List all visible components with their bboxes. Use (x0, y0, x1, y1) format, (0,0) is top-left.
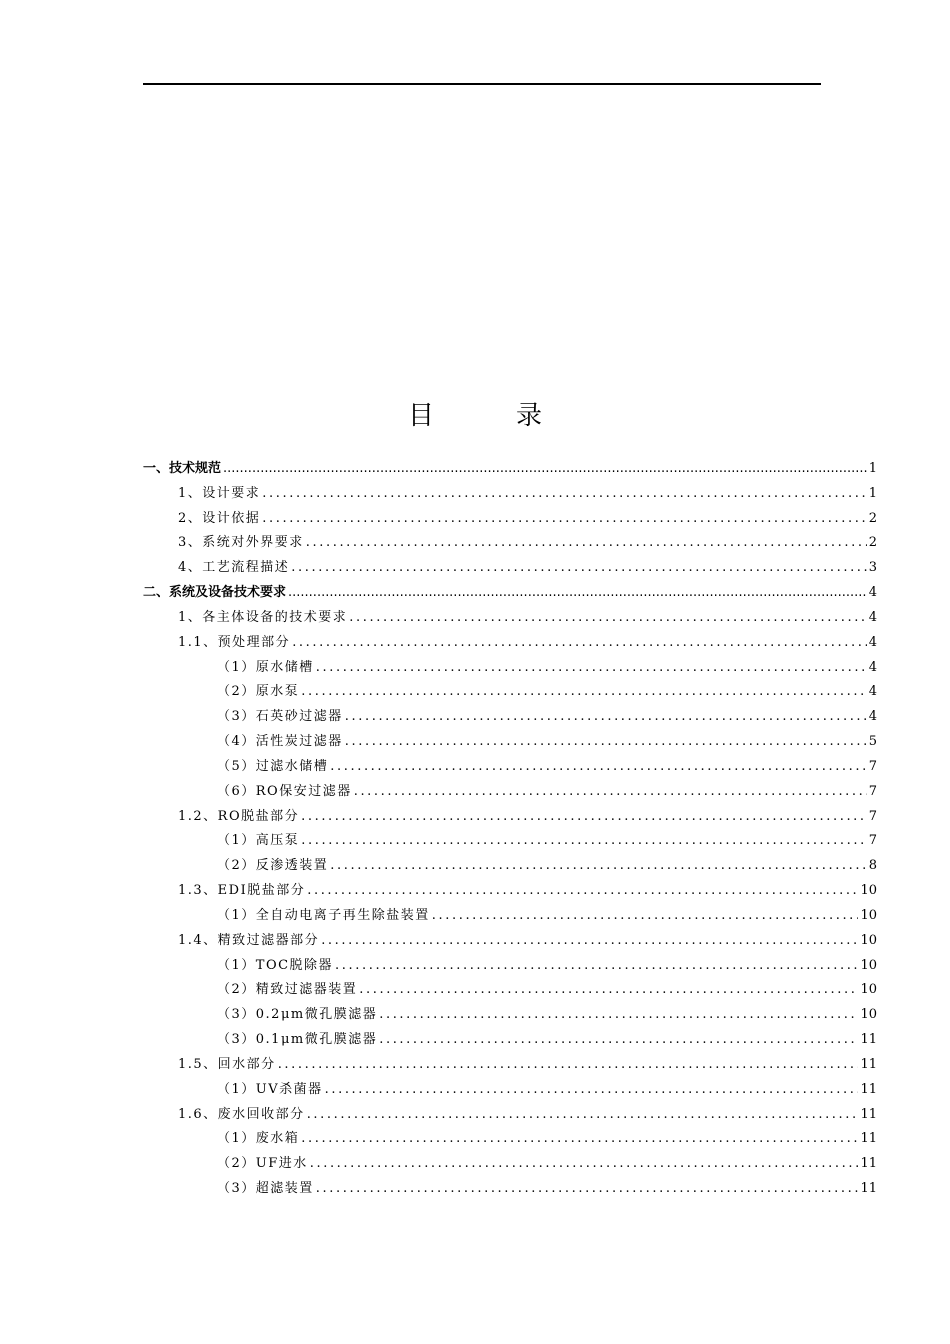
toc-entry[interactable] (143, 929, 877, 954)
toc-dot-leader (316, 1177, 859, 1202)
toc-dot-leader (306, 531, 867, 556)
toc-dot-leader (301, 829, 866, 854)
toc-entry-label: （1）废水箱 (217, 1131, 300, 1147)
toc-dot-leader (345, 705, 867, 730)
toc-entry-label: 1、设计要求 (178, 485, 261, 501)
toc-entry-label: 1.3、EDI脱盐部分 (178, 883, 306, 899)
toc-entry[interactable] (143, 1103, 877, 1128)
toc-dot-leader (291, 556, 866, 581)
toc-entry-label: 1.1、预处理部分 (178, 634, 291, 650)
toc-entry[interactable] (143, 1177, 877, 1202)
toc-entry-page: 4 (868, 659, 877, 675)
toc-entry-page: 11 (860, 1181, 877, 1197)
toc-entry[interactable] (143, 656, 877, 681)
toc-title-char-1: 目 (407, 401, 434, 431)
table-of-contents (143, 457, 877, 1202)
toc-entry[interactable] (143, 1127, 877, 1152)
toc-entry[interactable] (143, 730, 877, 755)
toc-entry[interactable] (143, 482, 877, 507)
toc-entry-label: （6）RO保安过滤器 (217, 783, 352, 799)
toc-entry-label: （2）反渗透装置 (217, 858, 329, 874)
toc-entry[interactable] (143, 1028, 877, 1053)
toc-entry[interactable] (143, 556, 877, 581)
toc-entry-page: 3 (868, 560, 877, 576)
toc-dot-leader (292, 631, 867, 656)
toc-entry-page: 7 (868, 808, 877, 824)
toc-entry-page: 2 (868, 510, 877, 526)
toc-entry[interactable] (143, 978, 877, 1003)
toc-entry[interactable] (143, 680, 877, 705)
toc-entry-label: （1）全自动电离子再生除盐装置 (217, 907, 430, 923)
toc-entry-page: 8 (868, 858, 877, 874)
toc-dot-leader (262, 482, 866, 507)
toc-entry-label: （1）高压泵 (217, 833, 300, 849)
toc-entry-label: 2、设计依据 (178, 510, 261, 526)
toc-entry-page: 4 (868, 585, 877, 601)
toc-entry[interactable] (143, 631, 877, 656)
toc-dot-leader (330, 854, 866, 879)
toc-entry[interactable] (143, 1053, 877, 1078)
toc-dot-leader (325, 1078, 859, 1103)
toc-entry-page: 5 (868, 734, 877, 750)
toc-entry-page: 11 (860, 1032, 877, 1048)
toc-dot-leader (301, 680, 866, 705)
toc-entry-label: 1、各主体设备的技术要求 (178, 609, 348, 625)
toc-entry[interactable] (143, 581, 877, 606)
toc-entry-page: 11 (860, 1056, 877, 1072)
toc-entry-page: 10 (860, 907, 877, 923)
toc-entry-page: 4 (868, 609, 877, 625)
toc-dot-leader (307, 879, 858, 904)
toc-title (0, 398, 950, 434)
toc-entry-label: （1）原水储槽 (217, 659, 314, 675)
toc-entry-label: （1）TOC脱除器 (217, 957, 334, 973)
toc-entry-page: 10 (860, 932, 877, 948)
toc-entry-page: 11 (860, 1081, 877, 1097)
toc-entry-label: （3）超滤装置 (217, 1181, 314, 1197)
toc-entry-page: 11 (860, 1131, 877, 1147)
toc-dot-leader (432, 904, 859, 929)
toc-entry[interactable] (143, 705, 877, 730)
toc-entry-page: 11 (860, 1156, 877, 1172)
toc-entry-page: 4 (868, 684, 877, 700)
toc-entry[interactable] (143, 879, 877, 904)
toc-entry[interactable] (143, 606, 877, 631)
toc-dot-leader (316, 656, 867, 681)
toc-dot-leader (335, 954, 858, 979)
toc-entry-label: （3）石英砂过滤器 (217, 709, 343, 725)
toc-entry-label: （3）0.2μm微孔膜滤器 (217, 1007, 378, 1023)
toc-entry-label: 3、系统对外界要求 (178, 535, 304, 551)
toc-dot-leader (359, 978, 858, 1003)
toc-entry-label: 二、系统及设备技术要求 (143, 585, 287, 601)
toc-entry-label: 一、技术规范 (143, 461, 222, 476)
toc-dot-leader (278, 1053, 859, 1078)
toc-dot-leader (379, 1003, 858, 1028)
toc-entry-page: 10 (860, 957, 877, 973)
toc-entry[interactable] (143, 904, 877, 929)
toc-dot-leader (307, 1103, 859, 1128)
toc-dot-leader (310, 1152, 859, 1177)
toc-entry[interactable] (143, 1078, 877, 1103)
toc-entry-page: 10 (860, 883, 877, 899)
toc-entry-page: 2 (868, 535, 877, 551)
toc-entry-page: 1 (868, 485, 877, 501)
toc-dot-leader (262, 507, 866, 532)
toc-dot-leader (321, 929, 858, 954)
toc-entry-label: （2）原水泵 (217, 684, 300, 700)
toc-dot-leader (345, 730, 867, 755)
toc-dot-leader (379, 1028, 858, 1053)
toc-entry-page: 7 (868, 758, 877, 774)
toc-entry-page: 4 (868, 634, 877, 650)
toc-entry[interactable] (143, 755, 877, 780)
toc-entry-label: 1.5、回水部分 (178, 1056, 276, 1072)
toc-entry-page: 7 (868, 833, 877, 849)
toc-entry[interactable] (143, 1152, 877, 1177)
toc-entry-label: （2）UF进水 (217, 1156, 308, 1172)
toc-entry-page: 11 (860, 1106, 877, 1122)
toc-dot-leader (223, 457, 867, 482)
toc-entry[interactable] (143, 1003, 877, 1028)
toc-dot-leader (301, 1127, 858, 1152)
toc-title-char-2: 录 (516, 401, 543, 431)
toc-entry-label: （5）过滤水储槽 (217, 758, 329, 774)
toc-entry[interactable] (143, 954, 877, 979)
toc-entry[interactable] (143, 457, 877, 482)
toc-entry-label: 1.2、RO脱盐部分 (178, 808, 300, 824)
toc-entry-label: 1.4、精致过滤器部分 (178, 932, 320, 948)
toc-dot-leader (301, 805, 867, 830)
toc-entry-label: （3）0.1μm微孔膜滤器 (217, 1032, 378, 1048)
toc-dot-leader (330, 755, 866, 780)
toc-entry-label: 4、工艺流程描述 (178, 560, 290, 576)
toc-entry[interactable] (143, 805, 877, 830)
toc-entry-page: 1 (868, 461, 877, 476)
toc-entry-label: （2）精致过滤器装置 (217, 982, 358, 998)
toc-entry-page: 10 (860, 1007, 877, 1023)
toc-entry[interactable] (143, 531, 877, 556)
toc-dot-leader (349, 606, 866, 631)
toc-entry-page: 4 (868, 709, 877, 725)
toc-entry-label: （1）UV杀菌器 (217, 1081, 323, 1097)
toc-entry-page: 7 (868, 783, 877, 799)
header-rule (143, 83, 821, 85)
toc-entry-label: 1.6、废水回收部分 (178, 1106, 305, 1122)
toc-entry[interactable] (143, 854, 877, 879)
toc-entry[interactable] (143, 780, 877, 805)
toc-entry-label: （4）活性炭过滤器 (217, 734, 343, 750)
toc-entry[interactable] (143, 507, 877, 532)
toc-dot-leader (288, 581, 867, 606)
toc-entry[interactable] (143, 829, 877, 854)
toc-entry-page: 10 (860, 982, 877, 998)
toc-dot-leader (354, 780, 867, 805)
